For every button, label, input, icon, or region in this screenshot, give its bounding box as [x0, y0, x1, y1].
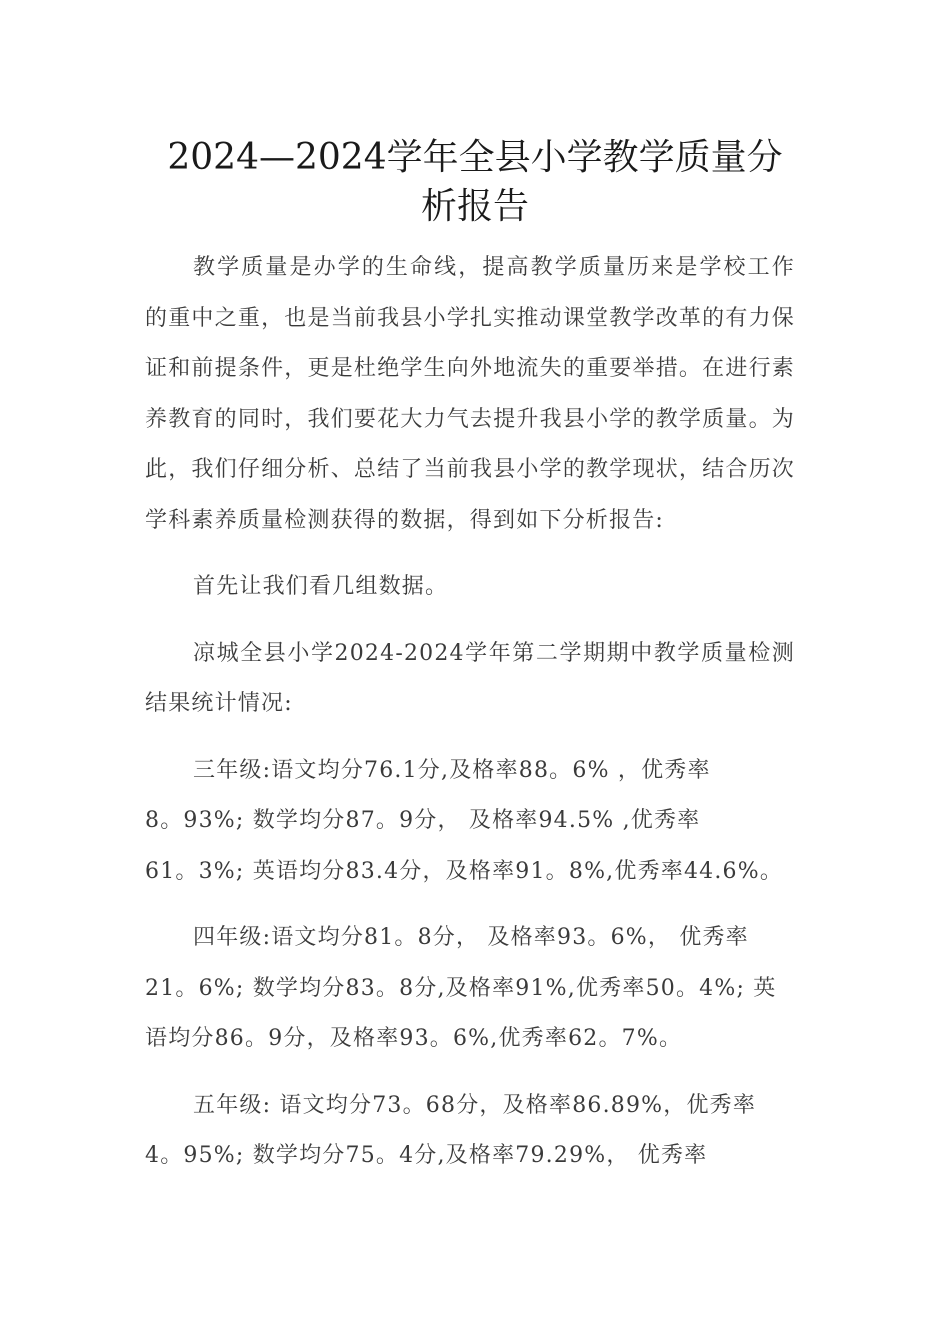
grade4-line-3: 语均分86。9分，及格率93。6%,优秀率62。7%。: [145, 1026, 683, 1051]
grade3-line-1: 三年级:语文均分76.1分,及格率88。6% ，优秀率: [193, 757, 711, 783]
grade4-line-1: 四年级:语文均分81。8分， 及格率93。6%， 优秀率: [193, 925, 749, 950]
grade3-line-2: 8。93%; 数学均分87。9分， 及格率94.5% ,优秀率: [145, 808, 701, 833]
stats-intro-paragraph: 凉城全县小学2024-2024学年第二学期期中教学质量检测结果统计情况:: [145, 640, 795, 716]
lead-paragraph: 首先让我们看几组数据。: [193, 574, 449, 599]
grade5-line-2: 4。95%; 数学均分75。4分,及格率79.29%， 优秀率: [145, 1143, 708, 1168]
grade5-stats: [145, 1081, 795, 1182]
grade4-stats: [145, 913, 795, 1065]
grade3-line-3: 61。3%; 英语均分83.4分，及格率91。8%,优秀率44.6%。: [145, 858, 784, 884]
document-body: [145, 243, 795, 1198]
intro-paragraph: 教学质量是办学的生命线，提高教学质量历来是学校工作的重中之重，也是当前我县小学扎实推动课堂教学改革的有力保证和前提条件，更是杜绝学生向外地流失的重要举措。在进行素养教育的同时，我们要花大力气去提升我县小学的教学质量。为此，我们仔细分析、总结了当前我县小学的教学现状，结合历次学科素养质量检测获得的数据，得到如下分析报告:: [145, 255, 795, 533]
document-title: 2024—2024学年全县小学教学质量分析报告: [167, 137, 783, 227]
grade4-line-2: 21。6%; 数学均分83。8分,及格率91%,优秀率50。4%; 英: [145, 975, 777, 1001]
grade3-stats: [145, 746, 795, 898]
grade5-line-1: 五年级: 语文均分73。68分，及格率86.89%，优秀率: [193, 1092, 757, 1118]
